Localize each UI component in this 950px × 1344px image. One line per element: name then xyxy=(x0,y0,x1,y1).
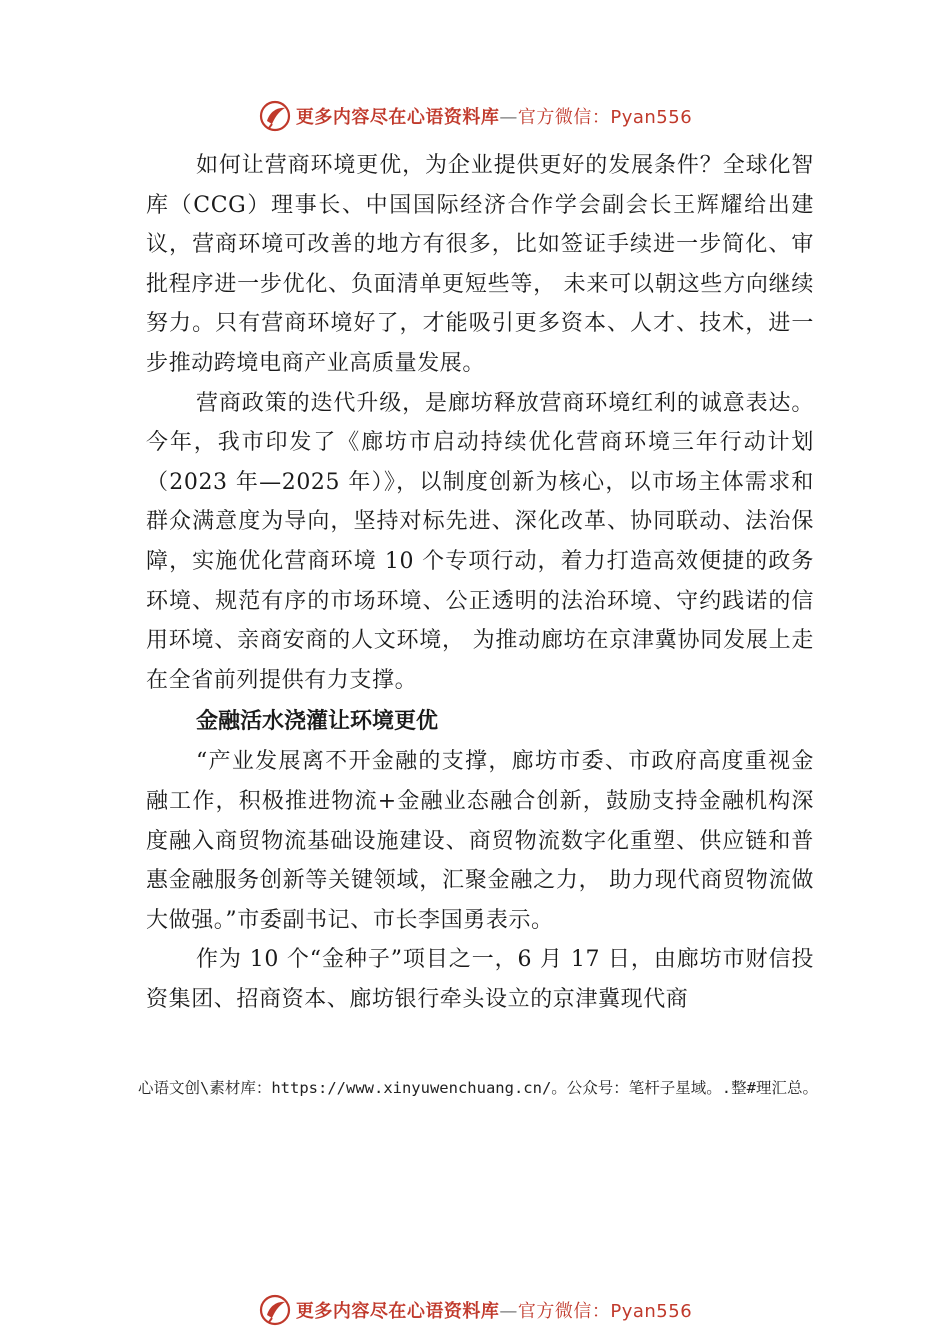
watermark-label: 官方微信： xyxy=(517,107,611,128)
watermark-dash: — xyxy=(499,1301,518,1322)
paragraph: 如何让营商环境更优，为企业提供更好的发展条件？全球化智库（CCG）理事长、中国国际经济合作学会副会长王辉耀给出建议，营商环境可改善的地方有很多，比如签证手续进一步简化、审批程序进一步优化、负面清单更短些等， 未来可以朝这些方向继续努力。只有营商环境好了，才能吸引更多资本、人才、技术，进一步推动跨境电商产业高质量发展。 xyxy=(146,153,814,376)
watermark-text xyxy=(296,1297,692,1323)
brand-logo-icon xyxy=(258,1293,292,1327)
watermark-brand: 更多内容尽在心语资料库 xyxy=(295,1301,500,1322)
paragraph: “产业发展离不开金融的支撑，廊坊市委、市政府高度重视金融工作，积极推进物流+金融业态融合创新，鼓励支持金融机构深度融入商贸物流基础设施建设、商贸物流数字化重塑、供应链和普惠金融服务创新等关键领域，汇聚金融之力， 助力现代商贸物流做大做强。”市委副书记、市长李国勇表示。 xyxy=(146,749,814,933)
section-heading: 金融活水浇灌让环境更优 xyxy=(196,709,439,735)
watermark-dash: — xyxy=(499,107,518,128)
paragraph: 营商政策的迭代升级，是廊坊释放营商环境红利的诚意表达。今年，我市印发了《廊坊市启动持续优化营商环境三年行动计划（2023 年—2025 年）》，以制度创新为核心，以市场主体需求和群众满意度为导向，坚持对标先进、深化改革、协同联动、法治保障，实施优化营商环境 10 个专项行动，着力打造高效便捷的政务环境、规范有序的市场环境、公正透明的法治环境、守约践诺的信用环境、亲商安商的人文环境， 为推动廊坊在京津冀协同发展上走在全省前列提供有力支撑。 xyxy=(146,390,814,693)
source-footnote: 心语文创\素材库：https://www.xinyuwenchuang.cn/。公众号：笔杆子星域。.整#理汇总。 xyxy=(138,1079,818,1097)
watermark-text xyxy=(296,103,692,129)
header-watermark xyxy=(0,96,950,136)
watermark-brand: 更多内容尽在心语资料库 xyxy=(295,107,500,128)
watermark-label: 官方微信： xyxy=(517,1301,611,1322)
paragraph: 作为 10 个“金种子”项目之一，6 月 17 日，由廊坊市财信投资集团、招商资本、廊坊银行牵头设立的京津冀现代商 xyxy=(146,947,814,1012)
watermark-wechat-id: Pyan556 xyxy=(610,1301,693,1322)
watermark-wechat-id: Pyan556 xyxy=(610,107,693,128)
article-body xyxy=(146,146,814,1019)
brand-logo-icon xyxy=(258,99,292,133)
footer-watermark xyxy=(0,1290,950,1330)
